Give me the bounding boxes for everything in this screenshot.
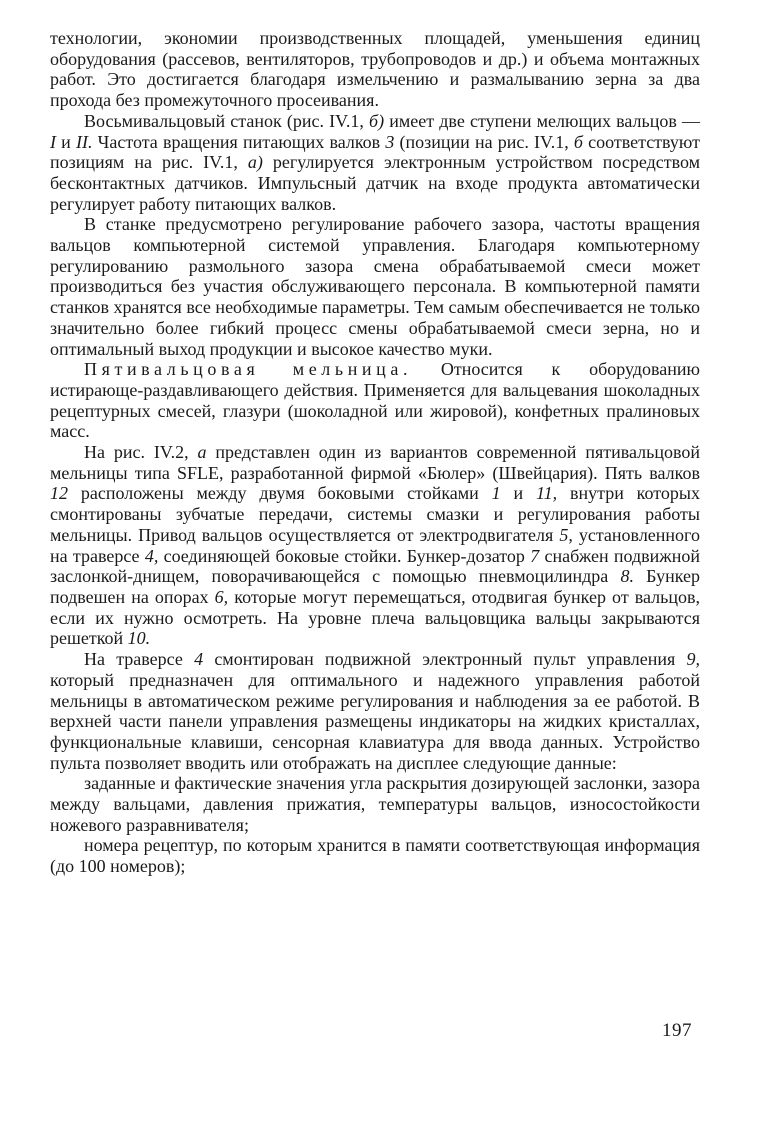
page-number: 197: [662, 1020, 692, 1041]
section-heading-five-roll-mill: Пятивальцовая мельница.: [84, 359, 413, 380]
list-item-1: заданные и фактические значения угла раскрытия дозирующей заслонки, зазора между вальцами, давления прижатия, температуры вальцов, износостойкости ножевого разравнивателя;: [50, 773, 700, 835]
paragraph-5: На рис. IV.2, а представлен один из вариантов современной пятивальцовой мельницы типа SFLE, разработанной фирмой «Бюлер» (Швейцария). Пять валков 12 расположены между двумя боковыми стойками 1 и 11, внутри которых смонтированы зубчатые передачи, системы смазки и регулирования работы мельницы. Привод вальцов осуществляется от электродвигателя 5, установленного на траверсе 4, соединяющей боковые стойки. Бункер-дозатор 7 снабжен подвижной заслонкой-днищем, поворачивающейся с помощью пневмоцилиндра 8. Бункер подвешен на опорах 6, которые могут перемещаться, отодвигая бункер от вальцов, если их нужно осмотреть. На уровне плеча вальцовщика вальцы закрываются решеткой 10.: [50, 442, 701, 649]
paragraph-6: На траверсе 4 смонтирован подвижной электронный пульт управления 9, который предназначен для оптимального и надежного управления работой мельницы в автоматическом режиме регулирования и наблюдения за ее работой. В верхней части панели управления размещены индикаторы на жидких кристаллах, функциональные клавиши, сенсорная клавиатура для ввода данных. Устройство пульта позволяет вводить или отображать на дисплее следующие данные:: [50, 649, 700, 773]
paragraph-4: Пятивальцовая мельница. Относится к оборудованию истирающе-раздавливающего действия. Применяется для вальцевания шоколадных рецептурных смесей, глазури (шоколадной или жировой), конфетных пралиновых масс.: [50, 359, 700, 442]
body-text: [50, 28, 700, 877]
paragraph-3: В станке предусмотрено регулирование рабочего зазора, частоты вращения вальцов компьютерной системой управления. Благодаря компьютерному регулированию размольного зазора смена обрабатываемой смеси может производиться без участия обслуживающего персонала. В компьютерной памяти станков хранятся все необходимые параметры. Тем самым обеспечивается не только значительно более гибкий процесс смены обрабатываемой смеси зерна, но и оптимальный выход продукции и высокое качество муки.: [50, 214, 700, 359]
paragraph-1: технологии, экономии производственных площадей, уменьшения единиц оборудования (рассевов, вентиляторов, трубопроводов и др.) и объема монтажных работ. Это достигается благодаря измельчению и размалыванию зерна за два прохода без промежуточного просеивания.: [50, 28, 700, 111]
list-item-2: номера рецептур, по которым хранится в памяти соответствующая информация (до 100 номеров);: [50, 835, 700, 877]
paragraph-2: Восьмивальцовый станок (рис. IV.1, б) имеет две ступени мелющих вальцов — I и II. Частота вращения питающих валков 3 (позиции на рис. IV.1, б соответствуют позициям на рис. IV.1, а) регулируется электронным устройством посредством бесконтактных датчиков. Импульсный датчик на входе продукта автоматически регулирует работу питающих валков.: [50, 110, 701, 214]
